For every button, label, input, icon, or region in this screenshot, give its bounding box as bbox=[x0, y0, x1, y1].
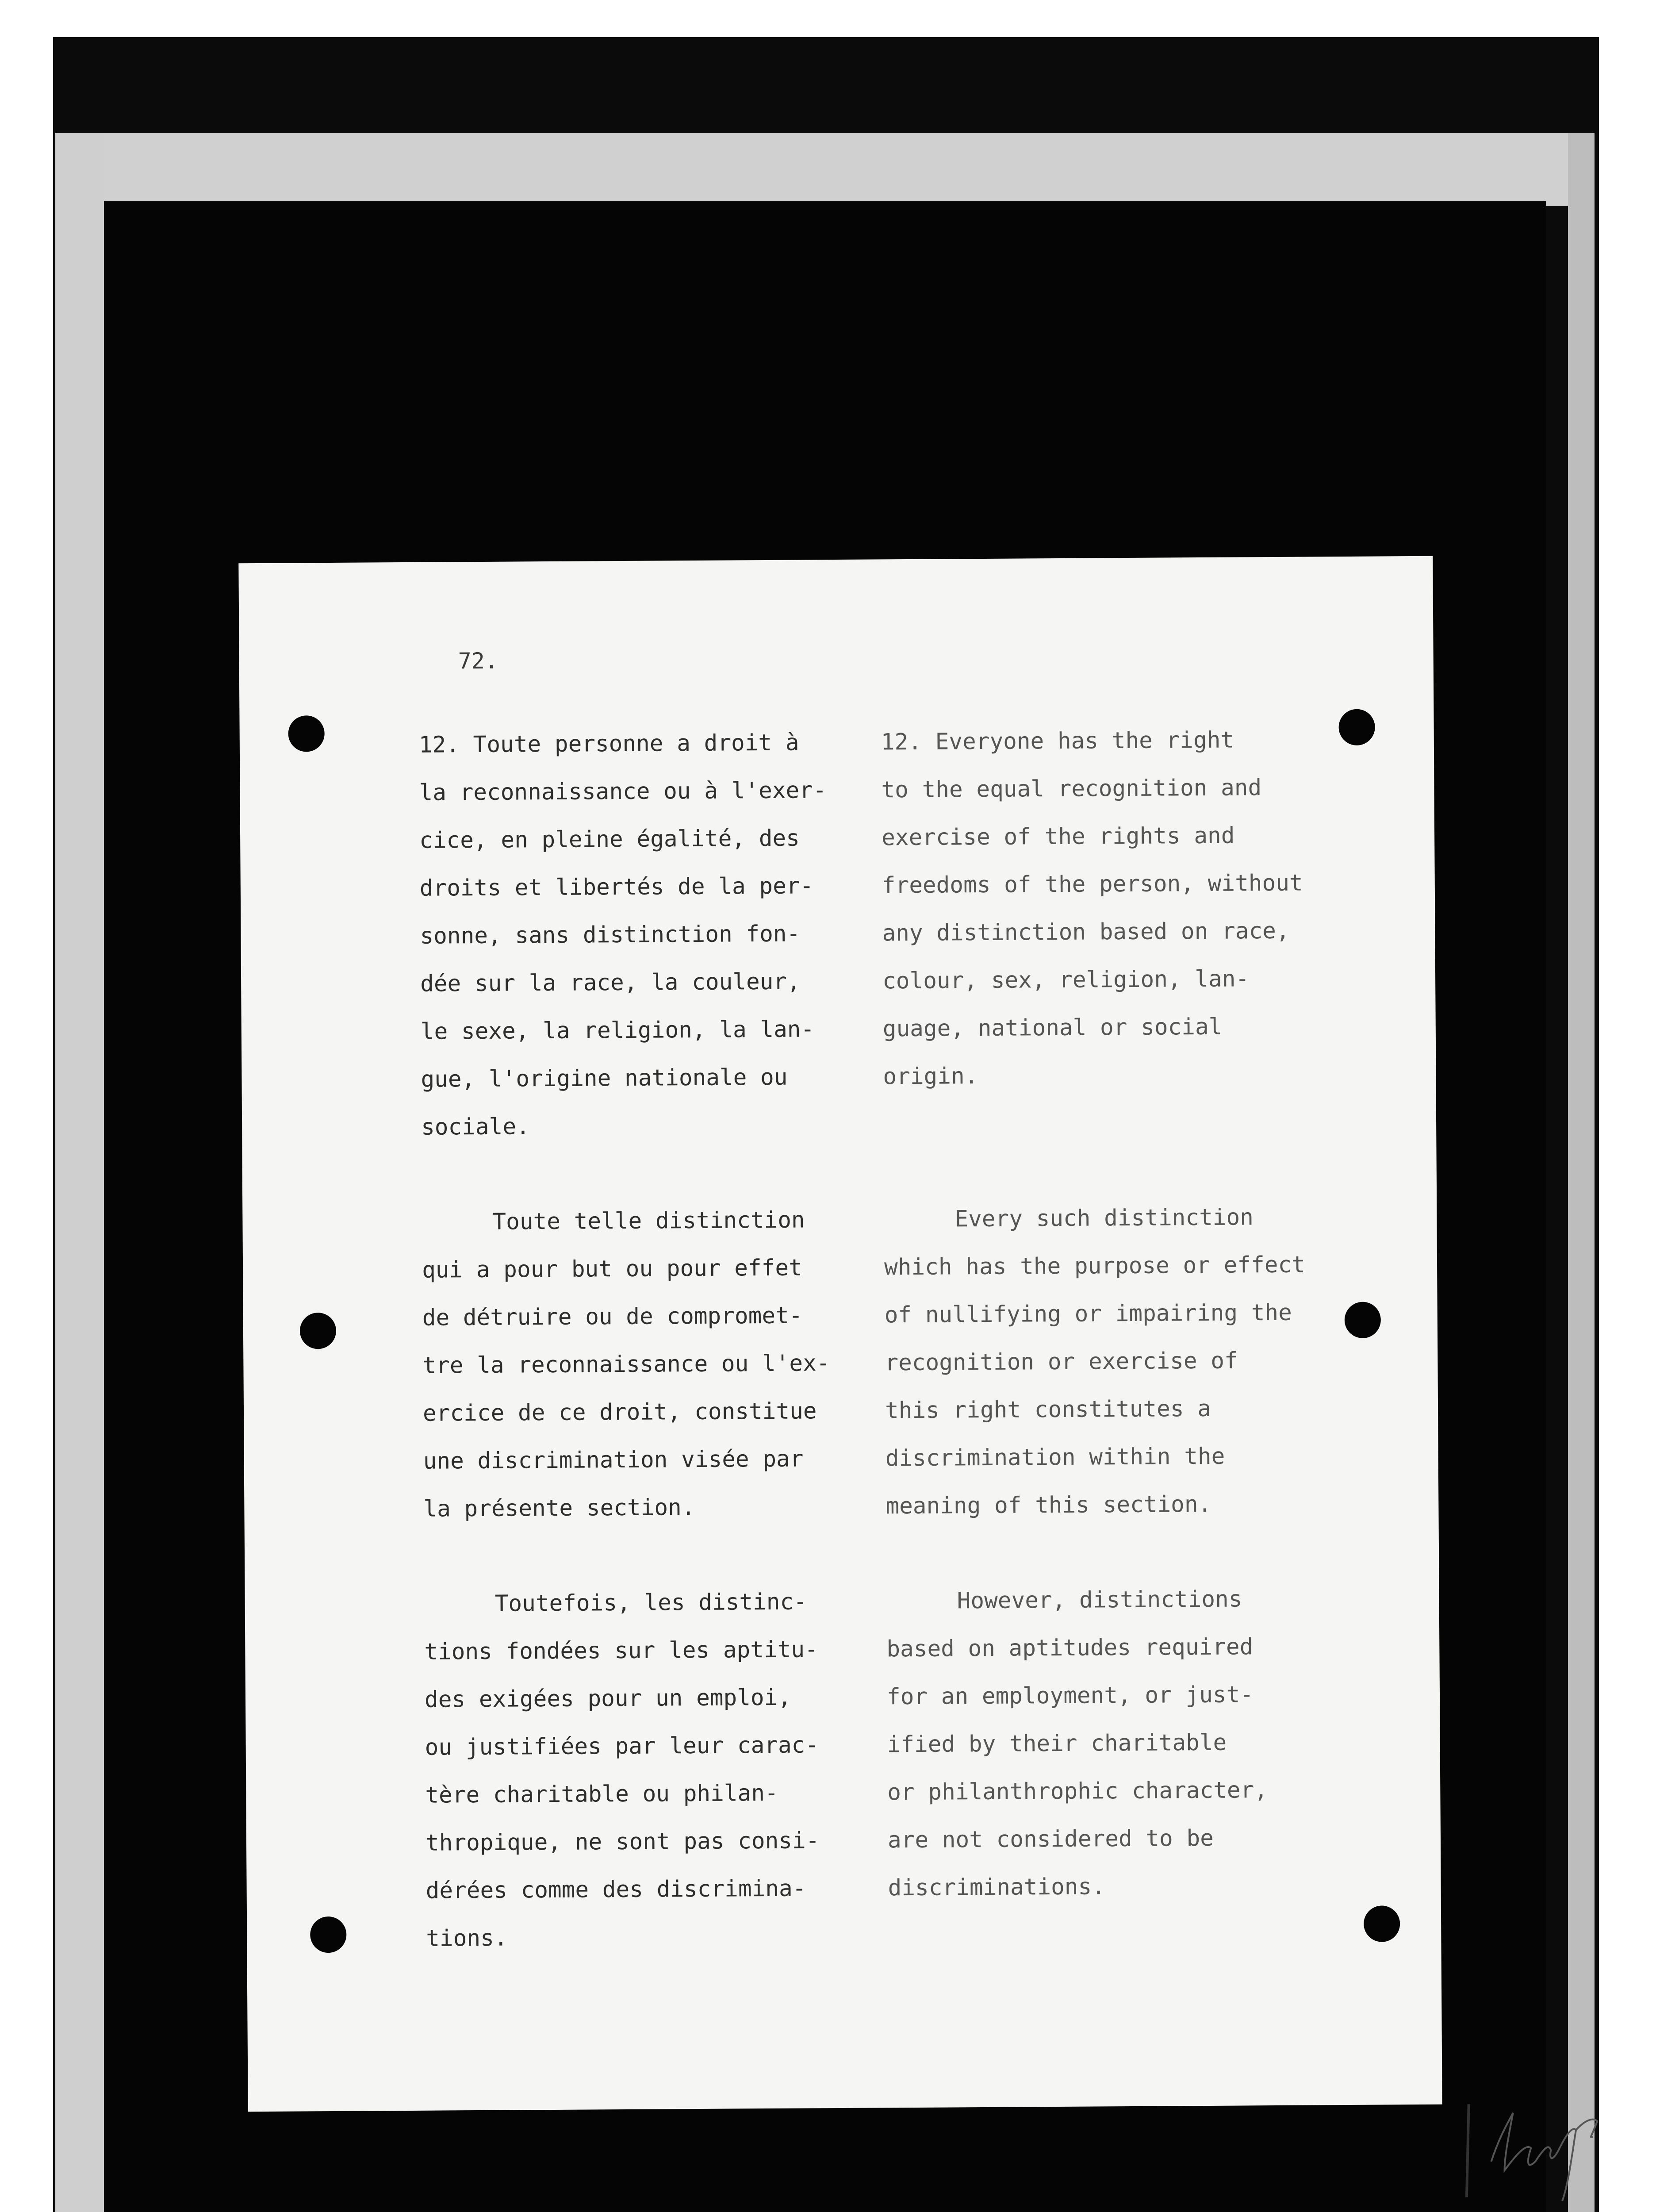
text-line: for an employment, or just- bbox=[886, 1682, 1254, 1710]
text-line: Toute telle distinction bbox=[492, 1207, 805, 1235]
english-paragraph-3 bbox=[886, 1575, 1375, 1912]
text-line: des exigées pour un emploi, bbox=[424, 1684, 792, 1713]
text-line: any distinction based on race, bbox=[882, 918, 1290, 947]
text-line: guage, national or social bbox=[882, 1014, 1223, 1042]
text-line: exercise of the rights and bbox=[881, 822, 1235, 851]
text-line: ercice de ce droit, constitue bbox=[422, 1398, 817, 1427]
text-line: tions. bbox=[426, 1925, 508, 1952]
text-line: ified by their charitable bbox=[887, 1729, 1227, 1758]
english-paragraph-2 bbox=[884, 1193, 1372, 1531]
punch-hole-bottom-left bbox=[310, 1916, 346, 1953]
text-line: which has the purpose or effect bbox=[884, 1252, 1306, 1281]
text-line: discriminations. bbox=[888, 1874, 1106, 1901]
text-line: tère charitable ou philan- bbox=[425, 1780, 778, 1809]
text-line: dérées comme des discrimina- bbox=[426, 1875, 806, 1904]
handwritten-margin-note bbox=[1460, 2094, 1611, 2210]
text-line: qui a pour but ou pour effet bbox=[422, 1255, 803, 1283]
text-line: origin. bbox=[883, 1063, 978, 1090]
text-line: sociale. bbox=[421, 1114, 530, 1141]
text-line: gue, l'origine nationale ou bbox=[421, 1064, 788, 1093]
text-line: tions fondées sur les aptitu- bbox=[424, 1636, 818, 1665]
text-line: 12. Toute personne a droit à bbox=[418, 730, 799, 758]
text-line: recognition or exercise of bbox=[885, 1348, 1238, 1376]
text-line: discrimination within the bbox=[885, 1443, 1225, 1472]
punch-hole-top-left bbox=[288, 715, 324, 752]
text-line: meaning of this section. bbox=[886, 1491, 1212, 1520]
text-line: 12. Everyone has the right bbox=[881, 727, 1234, 756]
english-paragraph-1 bbox=[881, 716, 1370, 1101]
text-line: la reconnaissance ou à l'exer- bbox=[419, 777, 827, 806]
text-line: dée sur la race, la couleur, bbox=[420, 968, 801, 997]
french-paragraph-1 bbox=[419, 719, 873, 1152]
punch-hole-bottom-right bbox=[1364, 1905, 1400, 1942]
text-line: are not considered to be bbox=[887, 1825, 1214, 1854]
text-line: droits et libertés de la per- bbox=[419, 873, 814, 902]
text-line: of nullifying or impairing the bbox=[884, 1299, 1292, 1329]
french-paragraph-3 bbox=[424, 1578, 877, 1963]
text-line: une discrimination visée par bbox=[423, 1446, 804, 1475]
text-line: Every such distinction bbox=[954, 1204, 1254, 1233]
punch-hole-middle-left bbox=[300, 1313, 336, 1349]
text-line: or philanthrophic character, bbox=[887, 1777, 1268, 1806]
french-column bbox=[419, 719, 878, 1963]
text-line: thropique, ne sont pas consi- bbox=[425, 1828, 820, 1856]
text-line: sonne, sans distinction fon- bbox=[420, 921, 801, 949]
text-line: ou justifiées par leur carac- bbox=[425, 1732, 819, 1761]
document-page bbox=[238, 556, 1442, 2112]
page-number: 72. bbox=[458, 648, 498, 674]
text-line: colour, sex, religion, lan- bbox=[882, 966, 1250, 995]
text-line: to the equal recognition and bbox=[881, 775, 1262, 803]
text-line: this right constitutes a bbox=[885, 1395, 1211, 1424]
text-line: cice, en pleine égalité, des bbox=[419, 825, 800, 854]
text-line: based on aptitudes required bbox=[886, 1634, 1254, 1663]
text-line: de détruire ou de compromet- bbox=[422, 1302, 803, 1331]
text-line: However, distinctions bbox=[957, 1586, 1242, 1614]
french-paragraph-2 bbox=[422, 1196, 875, 1533]
text-line: Toutefois, les distinc- bbox=[494, 1589, 808, 1617]
text-line: la présente section. bbox=[423, 1494, 695, 1522]
english-column bbox=[881, 716, 1375, 1912]
text-line: freedoms of the person, without bbox=[882, 870, 1303, 899]
text-line: le sexe, la religion, la lan- bbox=[420, 1016, 815, 1045]
text-line: tre la reconnaissance ou l'ex- bbox=[422, 1350, 830, 1379]
